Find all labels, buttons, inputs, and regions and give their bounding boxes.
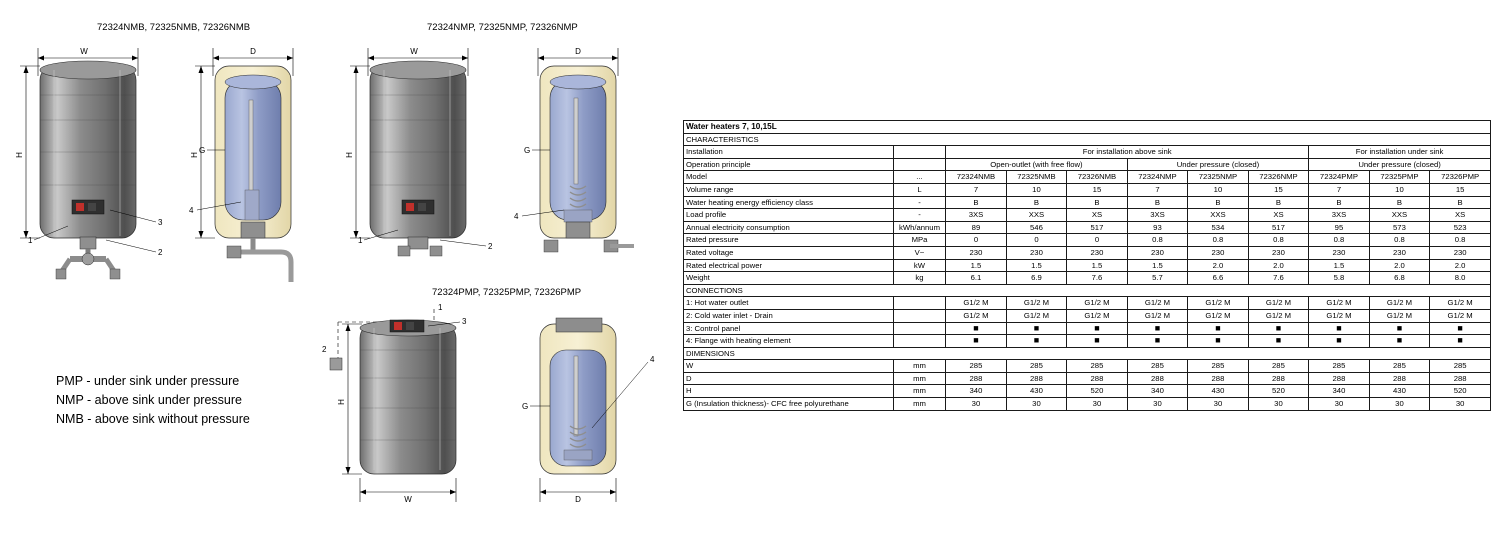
cell-annual-1: 546: [1006, 221, 1067, 234]
figure-group-title-pmp: 72324PMP, 72325PMP, 72326PMP: [432, 287, 582, 298]
cell-volume-1: 10: [1006, 183, 1067, 196]
cell-voltage-8: 230: [1430, 246, 1491, 259]
callout-4: 4: [514, 212, 519, 221]
cell-annual-8: 523: [1430, 221, 1491, 234]
cell-load-5: XS: [1248, 209, 1309, 222]
model-6: 72324PMP: [1309, 171, 1370, 184]
cell-voltage-1: 230: [1006, 246, 1067, 259]
cell-hot-7: G1/2 M: [1369, 297, 1430, 310]
cell-h-1: 430: [1006, 385, 1067, 398]
callout-3: 3: [158, 218, 163, 227]
cell-annual-5: 517: [1248, 221, 1309, 234]
cell-energy-3: B: [1127, 196, 1188, 209]
dim-label-w: W: [404, 495, 412, 504]
dim-label-h: H: [345, 152, 354, 158]
cell-g-2: 30: [1067, 398, 1128, 411]
cell-weight-0: 6.1: [946, 272, 1007, 285]
cell-hot-0: G1/2 M: [946, 297, 1007, 310]
cell-flange-3: ■: [1127, 335, 1188, 348]
cell-cold-8: G1/2 M: [1430, 309, 1491, 322]
cell-cold-5: G1/2 M: [1248, 309, 1309, 322]
legend-line-nmp: NMP - above sink under pressure: [56, 393, 242, 407]
cell-cold-3: G1/2 M: [1127, 309, 1188, 322]
cell-pressure-4: 0.8: [1188, 234, 1249, 247]
cell-pressure-6: 0.8: [1309, 234, 1370, 247]
table-row-annual-consumption: [684, 221, 1491, 234]
dim-label-h: H: [15, 152, 24, 158]
row-unit-flange: [893, 335, 945, 348]
cell-power-3: 1.5: [1127, 259, 1188, 272]
row-unit-rated-power: kW: [893, 259, 945, 272]
cell-volume-7: 10: [1369, 183, 1430, 196]
cell-hot-8: G1/2 M: [1430, 297, 1491, 310]
table-row-w: [684, 360, 1491, 373]
cell-voltage-7: 230: [1369, 246, 1430, 259]
table-row-rated-power: [684, 259, 1491, 272]
row-label-energy-class: Water heating energy efficiency class: [684, 196, 894, 209]
cell-w-3: 285: [1127, 360, 1188, 373]
cell-w-1: 285: [1006, 360, 1067, 373]
cell-weight-5: 7.6: [1248, 272, 1309, 285]
cell-annual-4: 534: [1188, 221, 1249, 234]
cell-power-2: 1.5: [1067, 259, 1128, 272]
table-row-load-profile: [684, 209, 1491, 222]
callout-1: 1: [28, 236, 33, 245]
cell-h-6: 340: [1309, 385, 1370, 398]
table-row-installation: [684, 146, 1491, 159]
table-row-flange: [684, 335, 1491, 348]
install-group-above-sink: For installation above sink: [946, 146, 1309, 159]
figure-group-title-nmb: 72324NMB, 72325NMB, 72326NMB: [97, 22, 251, 33]
operation-principle-open-outlet: Open-outlet (with free flow): [946, 158, 1128, 171]
row-label-annual-consumption: Annual electricity consumption: [684, 221, 894, 234]
cell-volume-4: 10: [1188, 183, 1249, 196]
row-label-h: H: [684, 385, 894, 398]
table-title-row: [684, 121, 1491, 134]
cell-cold-2: G1/2 M: [1067, 309, 1128, 322]
cell-w-0: 285: [946, 360, 1007, 373]
install-group-under-sink: For installation under sink: [1309, 146, 1491, 159]
callout-2: 2: [488, 242, 493, 251]
cell-load-8: XS: [1430, 209, 1491, 222]
table-row-section-characteristics: [684, 133, 1491, 146]
row-unit-weight: kg: [893, 272, 945, 285]
cell-annual-0: 89: [946, 221, 1007, 234]
row-label-model: Model: [684, 171, 894, 184]
row-unit-load-profile: -: [893, 209, 945, 222]
dim-label-w: W: [80, 47, 88, 56]
cell-power-8: 2.0: [1430, 259, 1491, 272]
cell-volume-2: 15: [1067, 183, 1128, 196]
row-unit-annual-consumption: kWh/annum: [893, 221, 945, 234]
cell-control-7: ■: [1369, 322, 1430, 335]
row-label-load-profile: Load profile: [684, 209, 894, 222]
cell-control-1: ■: [1006, 322, 1067, 335]
callout-1: 1: [438, 303, 443, 312]
callout-1: 1: [358, 236, 363, 245]
row-label-flange: 4: Flange with heating element: [684, 335, 894, 348]
cell-load-6: 3XS: [1309, 209, 1370, 222]
table-title: Water heaters 7, 10,15L: [684, 121, 1491, 134]
cell-g-6: 30: [1309, 398, 1370, 411]
cell-energy-0: B: [946, 196, 1007, 209]
cell-cold-6: G1/2 M: [1309, 309, 1370, 322]
cell-weight-1: 6.9: [1006, 272, 1067, 285]
cell-power-4: 2.0: [1188, 259, 1249, 272]
figure-nmb-section-view: [175, 40, 335, 290]
section-characteristics: CHARACTERISTICS: [684, 133, 1491, 146]
cell-control-2: ■: [1067, 322, 1128, 335]
table-row-rated-voltage: [684, 246, 1491, 259]
cell-volume-6: 7: [1309, 183, 1370, 196]
cell-d-3: 288: [1127, 372, 1188, 385]
cell-energy-5: B: [1248, 196, 1309, 209]
figure-pmp-section-view: [500, 300, 670, 510]
cell-h-7: 430: [1369, 385, 1430, 398]
cell-flange-2: ■: [1067, 335, 1128, 348]
cell-volume-5: 15: [1248, 183, 1309, 196]
row-label-g: G (Insulation thickness)- CFC free polyurethane: [684, 398, 894, 411]
product-diagrams: [0, 0, 680, 535]
table-row-section-dimensions: [684, 347, 1491, 360]
cell-pressure-2: 0: [1067, 234, 1128, 247]
row-unit-g: mm: [893, 398, 945, 411]
cell-voltage-2: 230: [1067, 246, 1128, 259]
cell-pressure-5: 0.8: [1248, 234, 1309, 247]
cell-flange-8: ■: [1430, 335, 1491, 348]
cell-w-2: 285: [1067, 360, 1128, 373]
row-label-weight: Weight: [684, 272, 894, 285]
model-4: 72325NMP: [1188, 171, 1249, 184]
cell-flange-6: ■: [1309, 335, 1370, 348]
model-2: 72326NMB: [1067, 171, 1128, 184]
cell-annual-6: 95: [1309, 221, 1370, 234]
cell-control-6: ■: [1309, 322, 1370, 335]
row-label-operation-principle: Operation principle: [684, 158, 894, 171]
cell-h-8: 520: [1430, 385, 1491, 398]
model-7: 72325PMP: [1369, 171, 1430, 184]
figure-pmp-front-view: [320, 300, 500, 510]
model-8: 72326PMP: [1430, 171, 1491, 184]
table-row-rated-pressure: [684, 234, 1491, 247]
cell-voltage-0: 230: [946, 246, 1007, 259]
cell-d-4: 288: [1188, 372, 1249, 385]
cell-w-5: 285: [1248, 360, 1309, 373]
cell-g-7: 30: [1369, 398, 1430, 411]
cell-weight-2: 7.6: [1067, 272, 1128, 285]
cell-pressure-8: 0.8: [1430, 234, 1491, 247]
cell-hot-6: G1/2 M: [1309, 297, 1370, 310]
operation-principle-closed-above: Under pressure (closed): [1127, 158, 1309, 171]
cell-g-5: 30: [1248, 398, 1309, 411]
cell-control-4: ■: [1188, 322, 1249, 335]
cell-power-7: 2.0: [1369, 259, 1430, 272]
cell-flange-0: ■: [946, 335, 1007, 348]
callout-2: 2: [158, 248, 163, 257]
cell-load-2: XS: [1067, 209, 1128, 222]
cell-flange-1: ■: [1006, 335, 1067, 348]
cell-d-5: 288: [1248, 372, 1309, 385]
cell-annual-3: 93: [1127, 221, 1188, 234]
cell-control-5: ■: [1248, 322, 1309, 335]
dim-label-d: D: [250, 47, 256, 56]
model-5: 72326NMP: [1248, 171, 1309, 184]
cell-flange-4: ■: [1188, 335, 1249, 348]
figure-nmb-front-view: [10, 40, 170, 290]
cell-load-1: XXS: [1006, 209, 1067, 222]
cell-flange-5: ■: [1248, 335, 1309, 348]
cell-d-8: 288: [1430, 372, 1491, 385]
cell-energy-8: B: [1430, 196, 1491, 209]
cell-h-3: 340: [1127, 385, 1188, 398]
row-label-hot-water-outlet: 1: Hot water outlet: [684, 297, 894, 310]
model-1: 72325NMB: [1006, 171, 1067, 184]
row-label-cold-water-inlet: 2: Cold water inlet - Drain: [684, 309, 894, 322]
cell-cold-0: G1/2 M: [946, 309, 1007, 322]
cell-g-0: 30: [946, 398, 1007, 411]
cell-voltage-5: 230: [1248, 246, 1309, 259]
cell-weight-4: 6.6: [1188, 272, 1249, 285]
cell-hot-5: G1/2 M: [1248, 297, 1309, 310]
spec-table: [683, 120, 1491, 411]
cell-h-5: 520: [1248, 385, 1309, 398]
table-row-model: [684, 171, 1491, 184]
legend: [56, 372, 250, 429]
cell-control-0: ■: [946, 322, 1007, 335]
cell-cold-7: G1/2 M: [1369, 309, 1430, 322]
cell-weight-7: 6.8: [1369, 272, 1430, 285]
table-row-cold-water-inlet: [684, 309, 1491, 322]
cell-d-7: 288: [1369, 372, 1430, 385]
figure-group-title-nmp: 72324NMP, 72325NMP, 72326NMP: [427, 22, 578, 33]
row-label-rated-power: Rated electrical power: [684, 259, 894, 272]
cell-flange-7: ■: [1369, 335, 1430, 348]
row-unit-rated-pressure: MPa: [893, 234, 945, 247]
table-row-h: [684, 385, 1491, 398]
cell-volume-3: 7: [1127, 183, 1188, 196]
cell-h-0: 340: [946, 385, 1007, 398]
cell-energy-1: B: [1006, 196, 1067, 209]
cell-voltage-3: 230: [1127, 246, 1188, 259]
cell-pressure-3: 0.8: [1127, 234, 1188, 247]
cell-w-4: 285: [1188, 360, 1249, 373]
cell-energy-7: B: [1369, 196, 1430, 209]
cell-g-4: 30: [1188, 398, 1249, 411]
dim-label-g: G: [199, 146, 206, 155]
cell-d-2: 288: [1067, 372, 1128, 385]
row-unit-d: mm: [893, 372, 945, 385]
dim-label-w: W: [410, 47, 418, 56]
table-row-operation-principle: [684, 158, 1491, 171]
callout-4: 4: [189, 206, 194, 215]
cell-annual-7: 573: [1369, 221, 1430, 234]
spec-table-wrapper: [683, 120, 1491, 411]
cell-w-8: 285: [1430, 360, 1491, 373]
cell-load-4: XXS: [1188, 209, 1249, 222]
cell-voltage-6: 230: [1309, 246, 1370, 259]
dim-label-g: G: [524, 146, 531, 155]
cell-weight-6: 5.8: [1309, 272, 1370, 285]
cell-load-7: XXS: [1369, 209, 1430, 222]
dim-label-h-section: H: [190, 152, 199, 158]
cell-load-0: 3XS: [946, 209, 1007, 222]
cell-pressure-1: 0: [1006, 234, 1067, 247]
cell-hot-4: G1/2 M: [1188, 297, 1249, 310]
cell-volume-8: 15: [1430, 183, 1491, 196]
legend-line-pmp: PMP - under sink under pressure: [56, 374, 240, 388]
cell-h-2: 520: [1067, 385, 1128, 398]
cell-d-6: 288: [1309, 372, 1370, 385]
row-unit-cold-water-inlet: [893, 309, 945, 322]
cell-d-1: 288: [1006, 372, 1067, 385]
legend-line-nmb: NMB - above sink without pressure: [56, 412, 250, 426]
cell-g-3: 30: [1127, 398, 1188, 411]
row-unit-w: mm: [893, 360, 945, 373]
table-row-g: [684, 398, 1491, 411]
table-row-hot-water-outlet: [684, 297, 1491, 310]
cell-energy-2: B: [1067, 196, 1128, 209]
row-label-control-panel: 3: Control panel: [684, 322, 894, 335]
cell-power-6: 1.5: [1309, 259, 1370, 272]
table-row-control-panel: [684, 322, 1491, 335]
cell-control-3: ■: [1127, 322, 1188, 335]
table-row-d: [684, 372, 1491, 385]
callout-3: 3: [462, 317, 467, 326]
cell-annual-2: 517: [1067, 221, 1128, 234]
cell-weight-8: 8.0: [1430, 272, 1491, 285]
cell-pressure-7: 0.8: [1369, 234, 1430, 247]
cell-weight-3: 5.7: [1127, 272, 1188, 285]
row-label-installation: Installation: [684, 146, 894, 159]
operation-principle-closed-under: Under pressure (closed): [1309, 158, 1491, 171]
cell-voltage-4: 230: [1188, 246, 1249, 259]
cell-load-3: 3XS: [1127, 209, 1188, 222]
table-row-volume-range: [684, 183, 1491, 196]
figure-nmp-section-view: [500, 40, 670, 290]
dim-label-d: D: [575, 47, 581, 56]
cell-g-1: 30: [1006, 398, 1067, 411]
row-unit-model: ...: [893, 171, 945, 184]
cell-hot-1: G1/2 M: [1006, 297, 1067, 310]
cell-volume-0: 7: [946, 183, 1007, 196]
dim-label-g: G: [522, 402, 529, 411]
section-dimensions: DIMENSIONS: [684, 347, 1491, 360]
model-0: 72324NMB: [946, 171, 1007, 184]
row-unit-volume-range: L: [893, 183, 945, 196]
cell-d-0: 288: [946, 372, 1007, 385]
cell-control-8: ■: [1430, 322, 1491, 335]
cell-power-0: 1.5: [946, 259, 1007, 272]
dim-label-h: H: [337, 399, 346, 405]
table-row-section-connections: [684, 284, 1491, 297]
row-unit-operation-principle: [893, 158, 945, 171]
section-connections: CONNECTIONS: [684, 284, 1491, 297]
row-unit-h: mm: [893, 385, 945, 398]
row-unit-energy-class: -: [893, 196, 945, 209]
model-3: 72324NMP: [1127, 171, 1188, 184]
cell-power-1: 1.5: [1006, 259, 1067, 272]
callout-4: 4: [650, 355, 655, 364]
cell-hot-3: G1/2 M: [1127, 297, 1188, 310]
row-unit-control-panel: [893, 322, 945, 335]
row-unit-installation: [893, 146, 945, 159]
figure-nmp-front-view: [340, 40, 500, 290]
cell-h-4: 430: [1188, 385, 1249, 398]
table-row-energy-class: [684, 196, 1491, 209]
row-label-d: D: [684, 372, 894, 385]
cell-cold-1: G1/2 M: [1006, 309, 1067, 322]
cell-g-8: 30: [1430, 398, 1491, 411]
row-unit-hot-water-outlet: [893, 297, 945, 310]
row-label-rated-pressure: Rated pressure: [684, 234, 894, 247]
row-unit-rated-voltage: V~: [893, 246, 945, 259]
callout-2: 2: [322, 345, 327, 354]
row-label-w: W: [684, 360, 894, 373]
cell-energy-4: B: [1188, 196, 1249, 209]
table-row-weight: [684, 272, 1491, 285]
cell-w-6: 285: [1309, 360, 1370, 373]
dim-label-d: D: [575, 495, 581, 504]
cell-pressure-0: 0: [946, 234, 1007, 247]
cell-w-7: 285: [1369, 360, 1430, 373]
cell-energy-6: B: [1309, 196, 1370, 209]
cell-hot-2: G1/2 M: [1067, 297, 1128, 310]
cell-power-5: 2.0: [1248, 259, 1309, 272]
row-label-rated-voltage: Rated voltage: [684, 246, 894, 259]
cell-cold-4: G1/2 M: [1188, 309, 1249, 322]
row-label-volume-range: Volume range: [684, 183, 894, 196]
